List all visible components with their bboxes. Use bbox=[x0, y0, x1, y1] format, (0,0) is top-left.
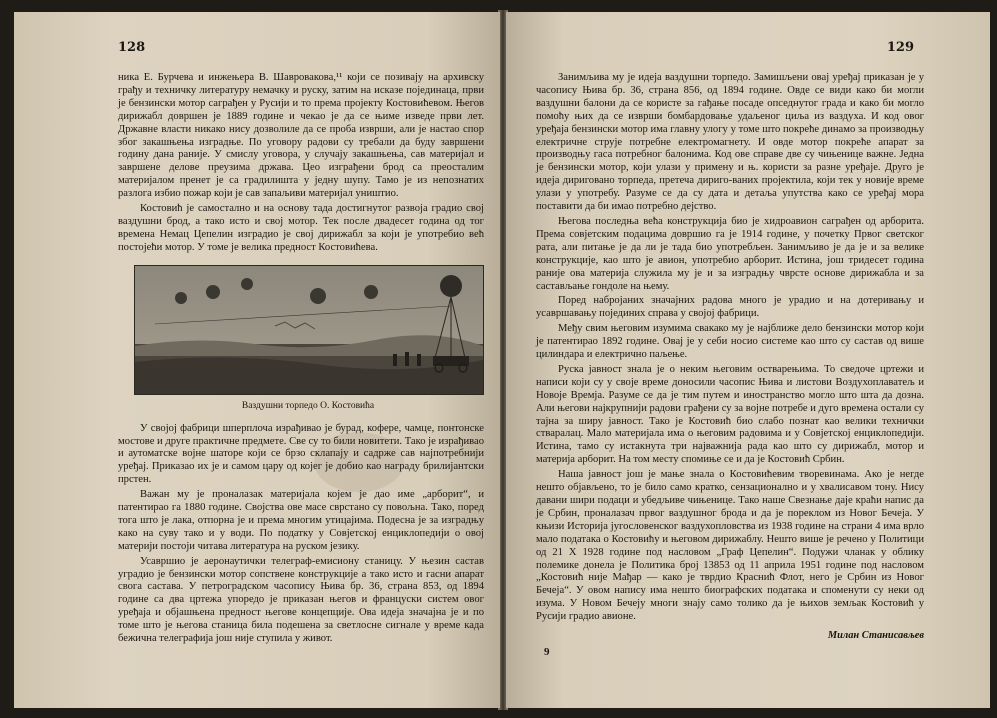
paragraph: Важан му је проналазак материјала којем је дао име „арборит“, и патентирао га 1880 године. Својства ове масе сврстано су повољна. Тако, поред тога што је лака, отпорна је и према многим утицајима. Подесна је за изградњу како на суву тако и у води. По податку у Совјетској енциклопедији о овој материји постоји читава литература на руском језику. bbox=[118, 489, 484, 552]
paragraph: Поред набројаних значајних радова много је урадио и на дотеривању и усавршавању појединих справа у својој фабрици. bbox=[536, 295, 924, 320]
author-signature: Милан Станисављев bbox=[827, 630, 924, 642]
left-text-column bbox=[118, 72, 484, 646]
paragraph: Међу свим његовим изумима свакако му је најближе дело бензински мотор који је патентирао 1892 године. Овај је у себи носио системе као што су састав од више цилиндара и електрично паљење. bbox=[536, 323, 924, 361]
right-page bbox=[506, 12, 990, 708]
paragraph: У својој фабрици шперплоча израђивао је бурад, кофере, чамце, понтонске мостове и друге практичне предмете. Све су то били новитети. Тако је израђивао и аутоматске војне шаторе који се брзо склапају и садрже сав најпотребнији уређај. Приказао их је и самом цару од којег је добио као награду брилијантски прстен. bbox=[118, 422, 484, 486]
page-number-right: 129 bbox=[886, 40, 914, 55]
page-number-left: 128 bbox=[118, 40, 146, 55]
paragraph: Костовић је самостално и на основу тада достигнутог развоја градио свој ваздушни брод, а тако исто и свој мотор. Тек после двадесет година од тог времена Немац Цепелин изградио је свој дирижабл за који је употребио већ постојећи мотор. У томе је велика предност Костовићева. bbox=[118, 203, 484, 253]
paragraph: Усавршио је аеронаутички телеграф-емисиону станицу. У њезин састав уградио је бензински мотор сопствене конструкције а тако исто и гасни апарат свога састава. У петроградском часопису Њива бр. 36, страна 853, од 1894 године са два цртежа упоредо је приказан његов и француски систем овог уређаја и објашњена предност његове концепције. Ова идеја значајна је и по томе што је његова станица била подешена за светлосне сигнале у време када бежична телеграфија још није ступила у живот. bbox=[118, 555, 484, 645]
paragraph: Руска јавност знала је о неким његовим остварењима. То сведоче цртежи и написи који су у своје време доносили часопис Њива и листови Воздухоплаватељ и Новоје Времја. Разуме се да је тим путем и иностранство могло што шта да дозна. Али његови најкрупнији радови грађени су за војне потребе и дуго времена остали су тајна за ширу јавност. Тако је Костовић био слабо познат као велики технички стваралац. Мало материјала има о његовим радовима и у Совјетској енциклопедији. Истина, тамо су истакнута три најважнија рада као што су дирижабл, мотор и материја арборит. На том месту спомиње се и да је Костовић Србин. bbox=[536, 363, 924, 466]
figure-image bbox=[134, 265, 484, 395]
aerial-torpedo-engraving bbox=[135, 266, 483, 394]
paragraph: Наша јавност још је мање знала о Костовићевим творевинама. Ако је негде нешто објављено, то је било само кратко, сензационално и у хвалисавом тону. Нису давани шири подаци и убедљиве чињенице. Тако наше Свезнање даје краћи напис да је Србин, проналазач првог ваздушног брода и да је пореклом из Новог Бечеја. У књизи Историја југословенског ваздухопловства из 1938 године на страни 4 има врло мало података о Костовићу и његовом дирижаблу. Нешто више је речено у Политици од 21 X 1928 године под насловом „Граф Цепелин“. Подужи чланак у облику полемике донела је Политика број 13853 од 11 априла 1951 године под насловом „Костовић није Мађар — како је тврдио Краснић Флот, него је Србин из Новог Бечеја“. У овом напису има нешто биографских података и споменути су неки од изума. У Новом Бечеју многи знају само толико да је њихов земљак Костовић у Русији градио авионе. bbox=[536, 469, 924, 623]
right-text-column bbox=[536, 72, 924, 643]
left-page bbox=[14, 12, 500, 708]
figure-illustration bbox=[134, 265, 482, 413]
paragraph: ника Е. Бурчева и инжењера В. Шавровакова,¹¹ који се позивају на архивску грађу и техничку литературу немачку и руску, затим на исказе појединаца, први је бензински мотор саграђен у Русији и то према пројекту Костовићевом. Његов дирижабл довршен је 1889 године и чекао је да се њиме изведе први лет. Државне власти никако нису дозволиле да се проба изврши, али је настао спор због закашњења изградње. По уговору радови су требали да буду завршени годину дана раније. У смислу уговора, у случају закашњења, сав материјал и завршене делове преузима држава. Цео изграђени брод са преосталим материјалом пренет је са градилишта у једну шупу. Тамо је из непознатих разлога избио пожар који је сав запаљиви материјал уништио. bbox=[118, 72, 484, 200]
paragraph: Његова последња већа конструкција био је хидроавион саграђен од арборита. Према совјетским подацима довршио га је 1914 године, у почетку Првог светског рата, али питање је да ли је тада био употребљен. Занимљиво је да је и за велике конструкције, као што је авион, употребио арборит. Истина, још тридесет година раније ова материја служила му је и за изградњу чврсте основе дирижабла и за састављање гондоле на њему. bbox=[536, 215, 924, 292]
figure-caption: Ваздушни торпедо О. Костовића bbox=[241, 400, 375, 411]
paragraph: Занимљива му је идеја ваздушни торпедо. Замишљени овај уређај приказан је у часопису Њива бр. 36, страна 856, од 1894 године. Овде се види како би могли ваздушни балони да се користе за гађање посаде опседнутог града и како би могло помоћу њих да се изврши бомбардовање удаљеног циља из ваздуха. И код овог уређаја бензински мотор има главну улогу у томе што покреће динамо за производњу електричне струје потребне електромагнету. И овде мотор покреће апарат за производњу гаса потребног балонима. Код ове справе две су чињенице важне. Једна је бензински мотор, који улази у примену и њ. користи за разне уређаје. Друго је идеја дириговано торпеда, претеча дириго-ваних пројектила, који тек у новије време улази у употребу. Разуме се да су дата и детаља упутства како се уређај мора поставити да би имао потребно дејство. bbox=[536, 72, 924, 213]
footer-number: 9 bbox=[544, 646, 550, 658]
